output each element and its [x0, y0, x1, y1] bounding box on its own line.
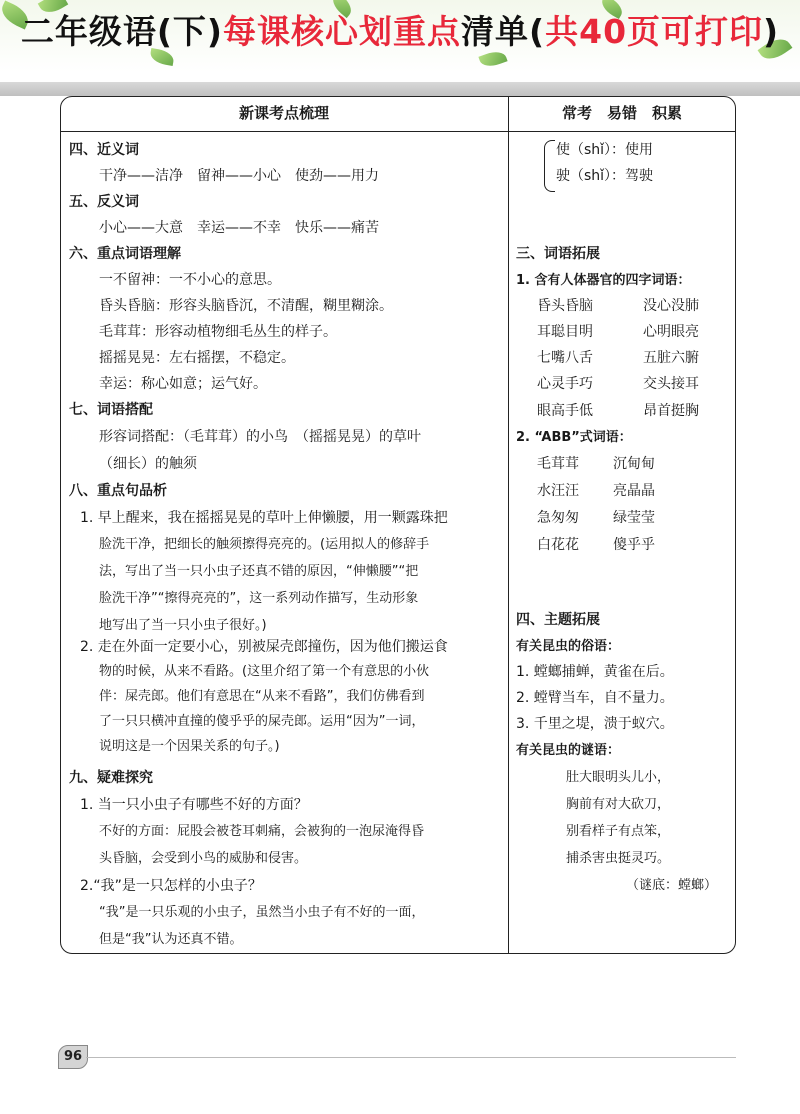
section-heading: 九、疑难探究 — [69, 770, 153, 786]
idiom-word: 昂首挺胸 — [643, 403, 699, 419]
analysis-line: 2. 走在外面一定要小心，别被屎壳郎撞伤，因为他们搬运食 — [80, 639, 448, 655]
abb-word: 白花花 — [537, 537, 579, 553]
analysis-line: 脸洗干净”“擦得亮亮的”，这一系列动作描写，生动形象 — [99, 591, 419, 606]
footer-rule — [86, 1057, 736, 1058]
page-number: 96 — [58, 1045, 88, 1069]
title-part: 二年级语(下) — [20, 12, 224, 51]
abb-word: 急匆匆 — [537, 510, 579, 526]
idiom-word: 耳聪目明 — [537, 324, 593, 340]
collocation-line: 形容词搭配：（毛茸茸）的小鸟 （摇摇晃晃）的草叶 — [99, 429, 421, 445]
subsection-heading: 1. 含有人体器官的四字词语： — [516, 273, 691, 288]
answer-line: 头昏脑，会受到小鸟的威胁和侵害。 — [99, 851, 308, 866]
question: 1. 当一只小虫子有哪些不好的方面？ — [80, 797, 308, 813]
idiom-word: 交头接耳 — [643, 376, 699, 392]
abb-word: 水汪汪 — [537, 483, 579, 499]
word-explanation: 幸运：称心如意；运气好。 — [99, 376, 267, 392]
analysis-line: 脸洗干净，把细长的触须擦得亮亮的。(运用拟人的修辞手 — [99, 537, 430, 552]
header-row-divider — [60, 131, 736, 132]
abb-word: 亮晶晶 — [613, 483, 655, 499]
idiom-word: 心灵手巧 — [537, 376, 593, 392]
abb-word: 毛茸茸 — [537, 456, 579, 472]
brace-bracket — [544, 140, 555, 192]
idiom-word: 眼高手低 — [537, 403, 593, 419]
analysis-line: 地写出了当一只小虫子很好。) — [99, 618, 267, 633]
subsection-heading: 2. “ABB”式词语： — [516, 430, 632, 445]
answer-line: 但是“我”认为还真不错。 — [99, 932, 243, 947]
analysis-line: 了一只只横冲直撞的傻乎乎的屎壳郎。运用“因为”一词， — [99, 714, 425, 729]
analysis-line: 说明这是一个因果关系的句子。) — [99, 739, 280, 754]
title-part: 清单( — [461, 12, 546, 51]
subsection-heading: 有关昆虫的俗语： — [516, 639, 621, 654]
abb-word: 绿莹莹 — [613, 510, 655, 526]
riddle-line: 胸前有对大砍刀， — [566, 797, 671, 812]
abb-word: 傻乎乎 — [613, 537, 655, 553]
word-explanation: 毛茸茸：形容动植物细毛丛生的样子。 — [99, 324, 337, 340]
abb-word: 沉甸甸 — [613, 456, 655, 472]
riddle-line: 肚大眼明头儿小， — [566, 770, 671, 785]
right-column-heading: 常考 易错 积累 — [561, 104, 682, 122]
idiom-word: 没心没肺 — [643, 298, 699, 314]
word-explanation: 昏头昏脑：形容头脑昏沉，不清醒，糊里糊涂。 — [99, 298, 393, 314]
header-divider-bar — [0, 82, 800, 96]
question: 2.“我”是一只怎样的小虫子？ — [80, 878, 262, 894]
answer-line: “我”是一只乐观的小虫子，虽然当小虫子有不好的一面， — [99, 905, 425, 920]
subsection-heading: 有关昆虫的谜语： — [516, 743, 621, 758]
column-divider — [508, 96, 509, 954]
section-heading: 四、近义词 — [69, 142, 139, 158]
section-heading: 三、词语拓展 — [516, 246, 600, 262]
word-explanation: 摇摇晃晃：左右摇摆，不稳定。 — [99, 350, 295, 366]
answer-line: 不好的方面：屁股会被苍耳刺痛，会被狗的一泡尿淹得昏 — [99, 824, 425, 839]
collocation-line: （细长）的触须 — [99, 456, 197, 472]
riddle-line: 捕杀害虫挺灵巧。 — [566, 851, 671, 866]
idiom-word: 七嘴八舌 — [537, 350, 593, 366]
antonym-line: 小心——大意 幸运——不幸 快乐——痛苦 — [99, 220, 379, 236]
riddle-line: 别看样子有点笨， — [566, 824, 671, 839]
page-title — [0, 6, 800, 53]
section-heading: 八、重点句品析 — [69, 483, 167, 499]
synonym-line: 干净——洁净 留神——小心 使劲——用力 — [99, 168, 379, 184]
title-banner — [0, 0, 800, 72]
polyphone-entry: 驶（shǐ）：驾驶 — [556, 168, 654, 184]
analysis-line: 物的时候，从来不看路。(这里介绍了第一个有意思的小伙 — [99, 664, 430, 679]
word-explanation: 一不留神：一不小心的意思。 — [99, 272, 281, 288]
polyphone-entry: 使（shǐ）：使用 — [556, 142, 654, 158]
analysis-line: 伴：屎壳郎。他们有意思在“从来不看路”，我们仿佛看到 — [99, 689, 425, 704]
title-part: ) — [763, 12, 780, 51]
title-part: 每课核心划重点 — [223, 12, 462, 51]
left-column-heading: 新课考点梳理 — [238, 104, 329, 122]
proverb: 2. 螳臂当车，自不量力。 — [516, 690, 674, 706]
section-heading: 四、主题拓展 — [516, 612, 600, 628]
riddle-answer: （谜底：螳螂） — [626, 878, 718, 893]
idiom-word: 五脏六腑 — [643, 350, 699, 366]
title-part: 共40页可打印 — [545, 12, 764, 51]
proverb: 3. 千里之堤，溃于蚁穴。 — [516, 716, 674, 732]
idiom-word: 昏头昏脑 — [537, 298, 593, 314]
section-heading: 七、词语搭配 — [69, 402, 153, 418]
section-heading: 五、反义词 — [69, 194, 139, 210]
section-heading: 六、重点词语理解 — [69, 246, 181, 262]
analysis-line: 法，写出了当一只小虫子还真不错的原因，“伸懒腰”“把 — [99, 564, 419, 579]
proverb: 1. 螳螂捕蝉，黄雀在后。 — [516, 664, 674, 680]
idiom-word: 心明眼亮 — [643, 324, 699, 340]
analysis-line: 1. 早上醒来，我在摇摇晃晃的草叶上伸懒腰，用一颗露珠把 — [80, 510, 448, 526]
